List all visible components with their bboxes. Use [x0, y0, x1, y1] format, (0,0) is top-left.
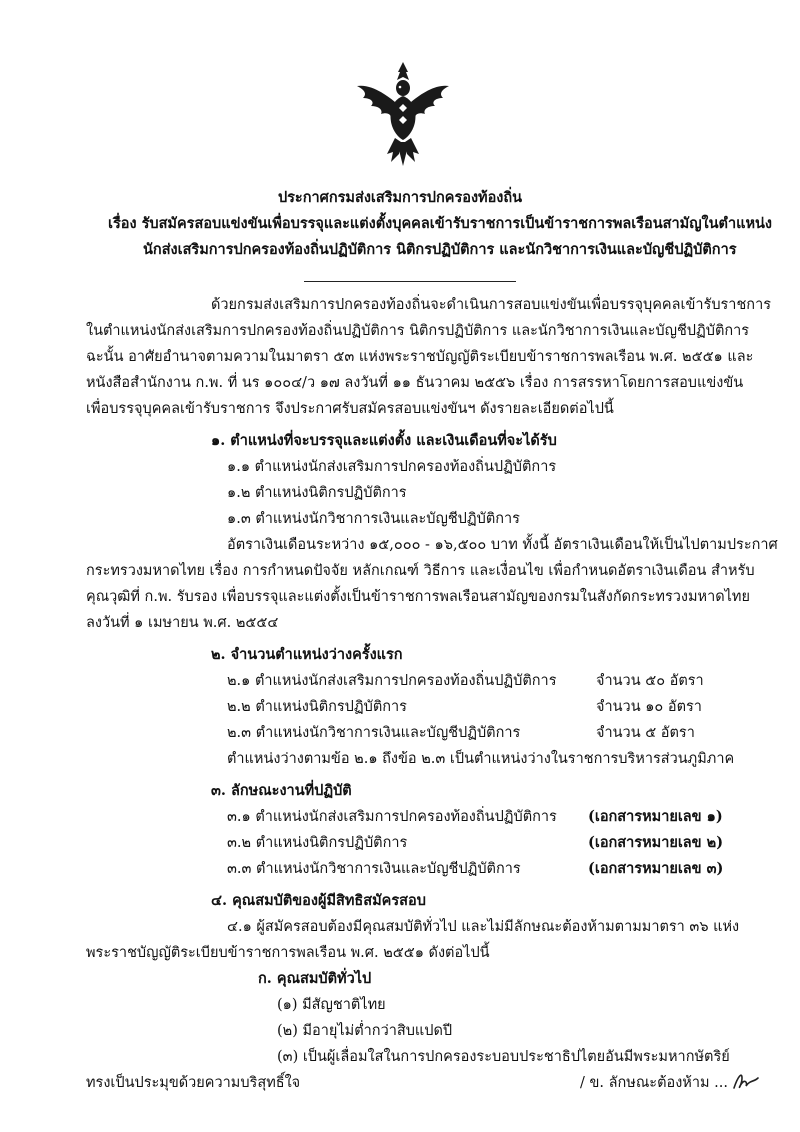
- list-item: (๑) มีสัญชาติไทย: [277, 997, 386, 1013]
- vacancy-count: จำนวน ๑๐ อัตรา: [596, 699, 702, 715]
- document-ref: (เอกสารหมายเลข ๑): [588, 808, 723, 825]
- list-item: ๒.๑ ตำแหน่งนักส่งเสริมการปกครองท้องถิ่นปฏิบัติการ: [227, 673, 557, 689]
- list-item: ๑.๑ ตำแหน่งนักส่งเสริมการปกครองท้องถิ่นปฏิบัติการ: [227, 459, 557, 475]
- vacancy-count: จำนวน ๕ อัตรา: [596, 725, 695, 741]
- subject-line: นักส่งเสริมการปกครองท้องถิ่นปฏิบัติการ นิติกรปฏิบัติการ และนักวิชาการเงินและบัญชีปฏิบัติการ: [143, 241, 737, 258]
- signature-icon: [730, 1068, 760, 1094]
- intro-line: ด้วยกรมส่งเสริมการปกครองท้องถิ่นจะดำเนินการสอบแข่งขันเพื่อบรรจุบุคคลเข้ารับราชการ: [211, 297, 771, 313]
- list-item: (๓) เป็นผู้เลื่อมใสในการปกครองระบอบประชาธิปไตยอันมีพระมหากษัตริย์: [277, 1049, 730, 1065]
- list-item: ๑.๓ ตำแหน่งนักวิชาการเงินและบัญชีปฏิบัติการ: [227, 511, 520, 527]
- list-item: ๓.๑ ตำแหน่งนักส่งเสริมการปกครองท้องถิ่นปฏิบัติการ: [227, 809, 557, 825]
- intro-line: ในตำแหน่งนักส่งเสริมการปกครองท้องถิ่นปฏิบัติการ นิติกรปฏิบัติการ และนักวิชาการเงินและบัญชีปฏิบัติการ: [86, 323, 750, 339]
- section-heading: ๔. คุณสมบัติของผู้มีสิทธิสมัครสอบ: [211, 892, 426, 909]
- garuda-emblem-icon: [353, 58, 453, 168]
- salary-line: กระทรวงมหาดไทย เรื่อง การกำหนดปัจจัย หลักเกณฑ์ วิธีการ และเงื่อนไข เพื่อกำหนดอัตราเงินเดือน สำหรับ: [86, 563, 755, 579]
- subject-line: เรื่อง รับสมัครสอบแข่งขันเพื่อบรรจุและแต่งตั้งบุคคลเข้ารับราชการเป็นข้าราชการพลเรือนสามัญในตำแหน่ง: [108, 215, 772, 232]
- section-heading: ๒. จำนวนตำแหน่งว่างครั้งแรก: [211, 646, 403, 663]
- list-item: ๓.๒ ตำแหน่งนิติกรปฏิบัติการ: [227, 835, 408, 851]
- list-item: ๑.๒ ตำแหน่งนิติกรปฏิบัติการ: [227, 485, 407, 501]
- section-heading: ๑. ตำแหน่งที่จะบรรจุและแต่งตั้ง และเงินเดือนที่จะได้รับ: [211, 432, 557, 449]
- salary-line: อัตราเงินเดือนระหว่าง ๑๕,๐๐๐ - ๑๖,๕๐๐ บาท ทั้งนี้ อัตราเงินเดือนให้เป็นไปตามประกาศ: [227, 537, 778, 553]
- list-item: ๒.๒ ตำแหน่งนิติกรปฏิบัติการ: [227, 699, 407, 715]
- list-item: ๓.๓ ตำแหน่งนักวิชาการเงินและบัญชีปฏิบัติการ: [227, 861, 521, 877]
- para-line: พระราชบัญญัติระเบียบข้าราชการพลเรือน พ.ศ. ๒๕๕๑ ดังต่อไปนี้: [86, 945, 490, 961]
- intro-line: หนังสือสำนักงาน ก.พ. ที่ นร ๑๐๐๔/ว ๑๗ ลงวันที่ ๑๑ ธันวาคม ๒๕๕๖ เรื่อง การสรรหาโดยการสอบแข่งขัน: [86, 375, 744, 391]
- note-line: ตำแหน่งว่างตามข้อ ๒.๑ ถึงข้อ ๒.๓ เป็นตำแหน่งว่างในราชการบริหารส่วนภูมิภาค: [227, 751, 735, 767]
- list-item: (๒) มีอายุไม่ต่ำกว่าสิบแปดปี: [277, 1023, 453, 1039]
- sub-heading: ก. คุณสมบัติทั่วไป: [258, 970, 372, 987]
- intro-line: ฉะนั้น อาศัยอำนาจตามความในมาตรา ๕๓ แห่งพระราชบัญญัติระเบียบข้าราชการพลเรือน พ.ศ. ๒๕๕๑ และ: [86, 349, 754, 365]
- intro-line: เพื่อบรรจุบุคคลเข้ารับราชการ จึงประกาศรับสมัครสอบแข่งขันฯ ดังรายละเอียดต่อไปนี้: [86, 401, 614, 417]
- continue-note: / ข. ลักษณะต้องห้าม ...: [580, 1075, 728, 1091]
- document-ref: (เอกสารหมายเลข ๒): [588, 834, 724, 851]
- para-line: ๔.๑ ผู้สมัครสอบต้องมีคุณสมบัติทั่วไป และไม่มีลักษณะต้องห้ามตามมาตรา ๓๖ แห่ง: [227, 919, 740, 935]
- list-item-continuation: ทรงเป็นประมุขด้วยความบริสุทธิ์ใจ: [86, 1075, 301, 1091]
- vacancy-count: จำนวน ๕๐ อัตรา: [596, 673, 704, 689]
- document-ref: (เอกสารหมายเลข ๓): [588, 860, 724, 877]
- salary-line: คุณวุฒิที่ ก.พ. รับรอง เพื่อบรรจุและแต่งตั้งเป็นข้าราชการพลเรือนสามัญของกรมในสังกัดกระทรวงมหาดไทย: [86, 589, 750, 605]
- section-heading: ๓. ลักษณะงานที่ปฏิบัติ: [211, 782, 352, 799]
- title-divider: [304, 281, 516, 282]
- page-title: ประกาศกรมส่งเสริมการปกครองท้องถิ่น: [277, 189, 523, 206]
- list-item: ๒.๓ ตำแหน่งนักวิชาการเงินและบัญชีปฏิบัติการ: [227, 725, 521, 741]
- salary-line: ลงวันที่ ๑ เมษายน พ.ศ. ๒๕๕๔: [86, 615, 279, 631]
